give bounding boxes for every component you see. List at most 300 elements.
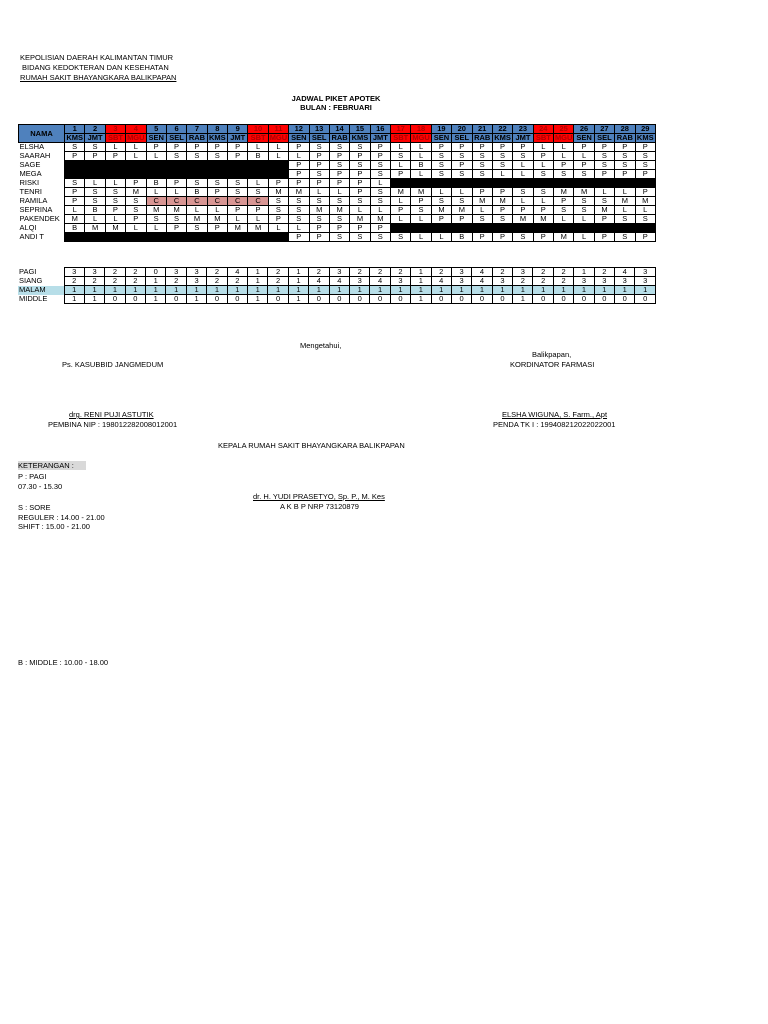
date-header-cell: 7 bbox=[187, 125, 207, 134]
date-header-cell: 2 bbox=[85, 125, 105, 134]
page-subtitle: BULAN : FEBRUARI bbox=[300, 103, 372, 112]
summary-cell: 1 bbox=[288, 286, 308, 295]
summary-cell: 0 bbox=[349, 295, 369, 304]
shift-cell: L bbox=[411, 143, 431, 152]
blocked-cell bbox=[635, 224, 656, 233]
summary-row bbox=[18, 268, 656, 277]
blocked-cell bbox=[146, 161, 166, 170]
shift-cell: M bbox=[228, 224, 248, 233]
shift-cell: S bbox=[166, 152, 186, 161]
shift-cell: S bbox=[207, 152, 227, 161]
blocked-cell bbox=[533, 224, 553, 233]
shift-cell: M bbox=[65, 215, 85, 224]
summary-cell: 2 bbox=[105, 268, 125, 277]
shift-cell: P bbox=[350, 224, 370, 233]
summary-table bbox=[18, 267, 656, 304]
shift-cell: L bbox=[472, 206, 492, 215]
summary-cell: 0 bbox=[370, 295, 390, 304]
shift-cell: L bbox=[594, 188, 614, 197]
shift-cell: M bbox=[411, 188, 431, 197]
blocked-cell bbox=[574, 224, 594, 233]
summary-cell: 0 bbox=[329, 295, 349, 304]
blocked-cell bbox=[248, 170, 268, 179]
summary-cell: 1 bbox=[594, 286, 614, 295]
summary-cell: 3 bbox=[513, 268, 533, 277]
shift-cell: M bbox=[309, 206, 329, 215]
shift-cell: P bbox=[594, 215, 614, 224]
date-header-cell: 1 bbox=[65, 125, 85, 134]
center-signer-title: KEPALA RUMAH SAKIT BHAYANGKARA BALIKPAPAN bbox=[218, 441, 405, 450]
blocked-cell bbox=[472, 179, 492, 188]
shift-cell: P bbox=[166, 224, 186, 233]
summary-cell: 2 bbox=[553, 277, 573, 286]
date-header-cell: 8 bbox=[207, 125, 227, 134]
table-row bbox=[19, 206, 656, 215]
table-row bbox=[19, 224, 656, 233]
blocked-cell bbox=[554, 224, 574, 233]
shift-cell: S bbox=[574, 206, 594, 215]
summary-cell: 3 bbox=[451, 277, 471, 286]
summary-cell: 4 bbox=[329, 277, 349, 286]
date-header-cell: 10 bbox=[248, 125, 268, 134]
blocked-cell bbox=[472, 224, 492, 233]
shift-cell: L bbox=[492, 170, 512, 179]
summary-cell: 1 bbox=[492, 286, 512, 295]
blocked-cell bbox=[146, 170, 166, 179]
header-line-3: RUMAH SAKIT BHAYANGKARA BALIKPAPAN bbox=[20, 73, 177, 82]
date-header-cell: 6 bbox=[166, 125, 186, 134]
summary-cell: 1 bbox=[64, 295, 84, 304]
summary-cell: 1 bbox=[615, 286, 635, 295]
shift-cell: L bbox=[411, 233, 431, 242]
shift-cell: P bbox=[207, 224, 227, 233]
shift-cell: L bbox=[126, 143, 146, 152]
shift-cell: S bbox=[574, 170, 594, 179]
summary-cell: 0 bbox=[125, 295, 145, 304]
shift-cell: P bbox=[146, 143, 166, 152]
table-row bbox=[19, 233, 656, 242]
summary-cell: 2 bbox=[492, 268, 512, 277]
shift-cell: L bbox=[431, 188, 451, 197]
date-header-cell: 17 bbox=[391, 125, 411, 134]
summary-cell: 1 bbox=[186, 286, 206, 295]
shift-cell: L bbox=[635, 206, 656, 215]
shift-cell: C bbox=[146, 197, 166, 206]
summary-cell: 2 bbox=[105, 277, 125, 286]
shift-cell: S bbox=[329, 143, 349, 152]
blocked-cell bbox=[594, 179, 614, 188]
day-header-cell: KMS bbox=[351, 133, 369, 142]
shift-cell: L bbox=[350, 206, 370, 215]
summary-cell: 3 bbox=[492, 277, 512, 286]
summary-cell: 3 bbox=[329, 268, 349, 277]
blocked-cell bbox=[65, 233, 85, 242]
shift-cell: L bbox=[554, 143, 574, 152]
summary-cell: 3 bbox=[594, 277, 614, 286]
date-header-cell: 16 bbox=[370, 125, 390, 134]
blocked-cell bbox=[228, 233, 248, 242]
day-header-cell: JMT bbox=[85, 134, 105, 143]
shift-cell: L bbox=[533, 197, 553, 206]
blocked-cell bbox=[533, 179, 553, 188]
shift-cell: L bbox=[268, 152, 288, 161]
day-header-cell: SEN bbox=[146, 134, 166, 143]
summary-cell: 1 bbox=[146, 286, 166, 295]
summary-cell: 1 bbox=[574, 286, 594, 295]
shift-cell: L bbox=[574, 152, 594, 161]
blocked-cell bbox=[492, 224, 512, 233]
date-header-cell: 20 bbox=[452, 125, 472, 134]
summary-cell: 1 bbox=[411, 268, 431, 277]
shift-cell: S bbox=[411, 206, 431, 215]
blocked-cell bbox=[615, 224, 635, 233]
shift-cell: P bbox=[329, 224, 349, 233]
shift-cell: S bbox=[574, 197, 594, 206]
table-row bbox=[19, 188, 656, 197]
day-header-cell: JMT bbox=[228, 134, 248, 143]
summary-cell: 2 bbox=[64, 277, 84, 286]
shift-cell: P bbox=[329, 170, 349, 179]
shift-cell: S bbox=[492, 152, 512, 161]
summary-cell: 3 bbox=[390, 277, 410, 286]
shift-cell: P bbox=[533, 233, 553, 242]
legend-sore: S : SORE bbox=[18, 503, 51, 512]
summary-cell: 3 bbox=[186, 277, 206, 286]
shift-cell: P bbox=[309, 179, 329, 188]
left-signer-title: Ps. KASUBBID JANGMEDUM bbox=[62, 360, 164, 369]
summary-cell: 2 bbox=[84, 277, 104, 286]
shift-cell: P bbox=[309, 152, 329, 161]
shift-cell: P bbox=[574, 143, 594, 152]
shift-cell: P bbox=[513, 143, 533, 152]
shift-cell: S bbox=[554, 170, 574, 179]
summary-cell: 0 bbox=[553, 295, 573, 304]
shift-cell: P bbox=[533, 152, 553, 161]
day-header-cell: RAB bbox=[329, 134, 349, 143]
shift-cell: S bbox=[105, 197, 125, 206]
legend-middle: B : MIDDLE : 10.00 - 18.00 bbox=[18, 658, 109, 667]
shift-cell: S bbox=[635, 161, 656, 170]
date-header-cell: 28 bbox=[615, 125, 635, 134]
shift-cell: S bbox=[187, 152, 207, 161]
date-header-cell: 14 bbox=[329, 125, 349, 134]
blocked-cell bbox=[85, 161, 105, 170]
shift-cell: S bbox=[329, 215, 349, 224]
blocked-cell bbox=[411, 224, 431, 233]
shift-cell: S bbox=[207, 179, 227, 188]
shift-cell: M bbox=[146, 206, 166, 215]
shift-cell: L bbox=[187, 206, 207, 215]
staff-name: RAMILA bbox=[19, 196, 48, 205]
blocked-cell bbox=[166, 170, 186, 179]
shift-cell: S bbox=[492, 161, 512, 170]
shift-cell: M bbox=[615, 197, 635, 206]
summary-cell: 0 bbox=[574, 295, 594, 304]
summary-cell: 3 bbox=[64, 268, 84, 277]
shift-cell: L bbox=[166, 188, 186, 197]
shift-cell: S bbox=[350, 143, 370, 152]
summary-cell: 0 bbox=[166, 295, 186, 304]
blocked-cell bbox=[554, 179, 574, 188]
day-header-cell: MGU bbox=[554, 133, 573, 142]
date-header-cell: 21 bbox=[472, 125, 492, 134]
header-line-1: KEPOLISIAN DAERAH KALIMANTAN TIMUR bbox=[20, 53, 174, 62]
shift-cell: S bbox=[431, 152, 451, 161]
shift-cell: M bbox=[513, 215, 533, 224]
shift-cell: P bbox=[370, 143, 390, 152]
shift-cell: S bbox=[289, 197, 309, 206]
staff-name: SAARAH bbox=[19, 151, 51, 160]
summary-cell: 0 bbox=[431, 295, 451, 304]
blocked-cell bbox=[452, 224, 472, 233]
staff-name: ALQI bbox=[19, 223, 37, 232]
shift-cell: S bbox=[85, 197, 105, 206]
day-header-cell: SBT bbox=[105, 134, 125, 143]
shift-cell: L bbox=[513, 170, 533, 179]
shift-cell: S bbox=[452, 170, 472, 179]
summary-cell: 3 bbox=[615, 277, 635, 286]
summary-cell: 3 bbox=[451, 268, 471, 277]
shift-cell: P bbox=[391, 170, 411, 179]
shift-cell: M bbox=[574, 188, 594, 197]
staff-name: TENRI bbox=[19, 187, 42, 196]
staff-name: PAKENDEK bbox=[19, 214, 60, 223]
shift-cell: S bbox=[370, 188, 390, 197]
center-signer-name: dr. H. YUDI PRASETYO, Sp. P., M. Kes bbox=[253, 492, 385, 501]
shift-cell: M bbox=[329, 206, 349, 215]
shift-cell: P bbox=[187, 143, 207, 152]
shift-cell: S bbox=[472, 215, 492, 224]
day-header-cell: SBT bbox=[533, 134, 553, 143]
date-header-cell: 4 bbox=[126, 125, 146, 134]
shift-cell: P bbox=[492, 143, 512, 152]
shift-cell: P bbox=[492, 206, 512, 215]
shift-cell: M bbox=[554, 233, 574, 242]
shift-cell: S bbox=[350, 197, 370, 206]
summary-cell: 2 bbox=[125, 268, 145, 277]
shift-cell: S bbox=[309, 170, 329, 179]
shift-cell: S bbox=[594, 152, 614, 161]
shift-cell: P bbox=[513, 206, 533, 215]
day-header-cell: KMS bbox=[636, 133, 654, 142]
summary-cell: 4 bbox=[472, 277, 492, 286]
day-header-cell: SBT bbox=[248, 134, 268, 143]
date-header-cell: 24 bbox=[533, 125, 553, 134]
shift-cell: P bbox=[554, 197, 574, 206]
summary-cell: 3 bbox=[186, 268, 206, 277]
summary-cell: 1 bbox=[186, 295, 206, 304]
shift-cell: C bbox=[228, 197, 248, 206]
blocked-cell bbox=[146, 233, 166, 242]
shift-cell: P bbox=[635, 233, 656, 242]
summary-cell: 2 bbox=[309, 268, 329, 277]
shift-cell: P bbox=[85, 152, 105, 161]
summary-cell: 0 bbox=[146, 268, 166, 277]
shift-cell: S bbox=[452, 152, 472, 161]
shift-cell: P bbox=[248, 206, 268, 215]
blocked-cell bbox=[207, 170, 227, 179]
date-header-cell: 5 bbox=[146, 125, 166, 134]
blocked-cell bbox=[228, 170, 248, 179]
shift-cell: B bbox=[452, 233, 472, 242]
summary-cell: 1 bbox=[349, 286, 369, 295]
summary-cell: 1 bbox=[553, 286, 573, 295]
summary-cell: 1 bbox=[288, 277, 308, 286]
shift-cell: L bbox=[431, 233, 451, 242]
shift-cell: L bbox=[513, 161, 533, 170]
summary-cell: 2 bbox=[125, 277, 145, 286]
summary-cell: 4 bbox=[227, 268, 247, 277]
summary-cell: 1 bbox=[105, 286, 125, 295]
shift-cell: B bbox=[248, 152, 268, 161]
day-header-cell: MGU bbox=[412, 133, 430, 142]
shift-cell: P bbox=[574, 161, 594, 170]
shift-cell: P bbox=[65, 188, 85, 197]
shift-cell: S bbox=[146, 215, 166, 224]
shift-cell: L bbox=[391, 161, 411, 170]
summary-cell: 2 bbox=[207, 268, 227, 277]
summary-cell: 0 bbox=[472, 295, 492, 304]
shift-cell: M bbox=[187, 215, 207, 224]
shift-cell: M bbox=[207, 215, 227, 224]
blocked-cell bbox=[268, 170, 288, 179]
shift-cell: S bbox=[513, 233, 533, 242]
shift-cell: L bbox=[289, 224, 309, 233]
day-header-cell: RAB bbox=[472, 134, 492, 143]
shift-cell: P bbox=[207, 188, 227, 197]
blocked-cell bbox=[492, 179, 512, 188]
shift-cell: L bbox=[248, 215, 268, 224]
shift-cell: L bbox=[615, 206, 635, 215]
shift-cell: P bbox=[594, 170, 614, 179]
day-header-cell: KMS bbox=[208, 133, 226, 142]
summary-cell: 1 bbox=[472, 286, 492, 295]
blocked-cell bbox=[615, 179, 635, 188]
shift-cell: P bbox=[289, 143, 309, 152]
summary-cell: 1 bbox=[146, 295, 166, 304]
shift-cell: S bbox=[594, 197, 614, 206]
shift-cell: M bbox=[391, 188, 411, 197]
legend-sore-shift: SHIFT : 15.00 - 21.00 bbox=[18, 522, 90, 531]
shift-cell: S bbox=[248, 188, 268, 197]
date-header-cell: 15 bbox=[350, 125, 370, 134]
page-title: JADWAL PIKET APOTEK bbox=[291, 94, 381, 103]
shift-cell: M bbox=[268, 188, 288, 197]
summary-cell: 0 bbox=[268, 295, 288, 304]
shift-cell: P bbox=[370, 224, 390, 233]
right-signer-id: PENDA TK I : 199408212022022001 bbox=[493, 420, 616, 429]
shift-cell: P bbox=[472, 188, 492, 197]
summary-cell: 0 bbox=[533, 295, 553, 304]
summary-cell: 1 bbox=[248, 295, 268, 304]
day-header-cell: JMT bbox=[370, 134, 390, 143]
staff-name: SAGE bbox=[19, 160, 41, 169]
shift-cell: S bbox=[391, 233, 411, 242]
summary-cell: 3 bbox=[635, 277, 656, 286]
summary-cell: 1 bbox=[431, 286, 451, 295]
day-header-cell: JMT bbox=[513, 134, 533, 143]
summary-cell: 4 bbox=[615, 268, 635, 277]
legend-pagi-time: 07.30 - 15.30 bbox=[18, 482, 63, 491]
shift-cell: P bbox=[431, 215, 451, 224]
table-row bbox=[19, 197, 656, 206]
shift-cell: P bbox=[350, 170, 370, 179]
day-header-cell: KMS bbox=[66, 133, 84, 142]
date-header-cell: 11 bbox=[268, 125, 288, 134]
shift-cell: S bbox=[472, 170, 492, 179]
blocked-cell bbox=[207, 161, 227, 170]
summary-cell: 1 bbox=[288, 295, 308, 304]
shift-cell: L bbox=[533, 161, 553, 170]
staff-name: MEGA bbox=[19, 169, 42, 178]
right-signer-title: KORDINATOR FARMASI bbox=[510, 360, 595, 369]
legend-pagi: P : PAGI bbox=[18, 472, 47, 481]
shift-cell: P bbox=[350, 179, 370, 188]
shift-cell: P bbox=[65, 152, 85, 161]
shift-cell: S bbox=[615, 152, 635, 161]
shift-cell: P bbox=[329, 152, 349, 161]
shift-cell: L bbox=[411, 215, 431, 224]
summary-cell: 2 bbox=[207, 277, 227, 286]
shift-cell: S bbox=[105, 188, 125, 197]
summary-cell: 2 bbox=[553, 268, 573, 277]
shift-cell: L bbox=[248, 143, 268, 152]
shift-cell: M bbox=[533, 215, 553, 224]
shift-cell: L bbox=[105, 179, 125, 188]
blocked-cell bbox=[187, 170, 207, 179]
shift-cell: P bbox=[635, 143, 656, 152]
summary-cell: 2 bbox=[227, 277, 247, 286]
header-line-2: BIDANG KEDOKTERAN DAN KESEHATAN bbox=[22, 63, 169, 72]
summary-cell: 1 bbox=[166, 286, 186, 295]
shift-cell: P bbox=[492, 233, 512, 242]
shift-cell: L bbox=[65, 206, 85, 215]
summary-cell: 1 bbox=[248, 268, 268, 277]
day-header-cell: SEL bbox=[166, 134, 186, 143]
summary-cell: 1 bbox=[309, 286, 329, 295]
blocked-cell bbox=[431, 179, 451, 188]
shift-cell: M bbox=[105, 224, 125, 233]
summary-cell: 1 bbox=[635, 286, 656, 295]
staff-name: ANDI T bbox=[19, 232, 44, 241]
right-signer-name: ELSHA WIGUNA, S. Farm., Apt bbox=[502, 410, 608, 419]
summary-cell: 0 bbox=[309, 295, 329, 304]
shift-cell: S bbox=[65, 179, 85, 188]
summary-cell: 1 bbox=[248, 286, 268, 295]
blocked-cell bbox=[513, 224, 533, 233]
shift-cell: P bbox=[594, 143, 614, 152]
shift-cell: B bbox=[146, 179, 166, 188]
shift-cell: P bbox=[65, 197, 85, 206]
shift-cell: L bbox=[289, 152, 309, 161]
shift-cell: P bbox=[329, 179, 349, 188]
blocked-cell bbox=[105, 161, 125, 170]
shift-cell: P bbox=[452, 143, 472, 152]
shift-cell: P bbox=[309, 161, 329, 170]
date-header-cell: 23 bbox=[513, 125, 533, 134]
shift-cell: L bbox=[248, 179, 268, 188]
date-header-cell: 26 bbox=[574, 125, 594, 134]
shift-cell: P bbox=[289, 170, 309, 179]
blocked-cell bbox=[594, 224, 614, 233]
summary-cell: 3 bbox=[166, 268, 186, 277]
blocked-cell bbox=[391, 224, 411, 233]
summary-cell: 0 bbox=[207, 295, 227, 304]
shift-cell: S bbox=[126, 206, 146, 215]
summary-cell: 0 bbox=[492, 295, 512, 304]
shift-cell: P bbox=[492, 188, 512, 197]
shift-cell: L bbox=[105, 143, 125, 152]
